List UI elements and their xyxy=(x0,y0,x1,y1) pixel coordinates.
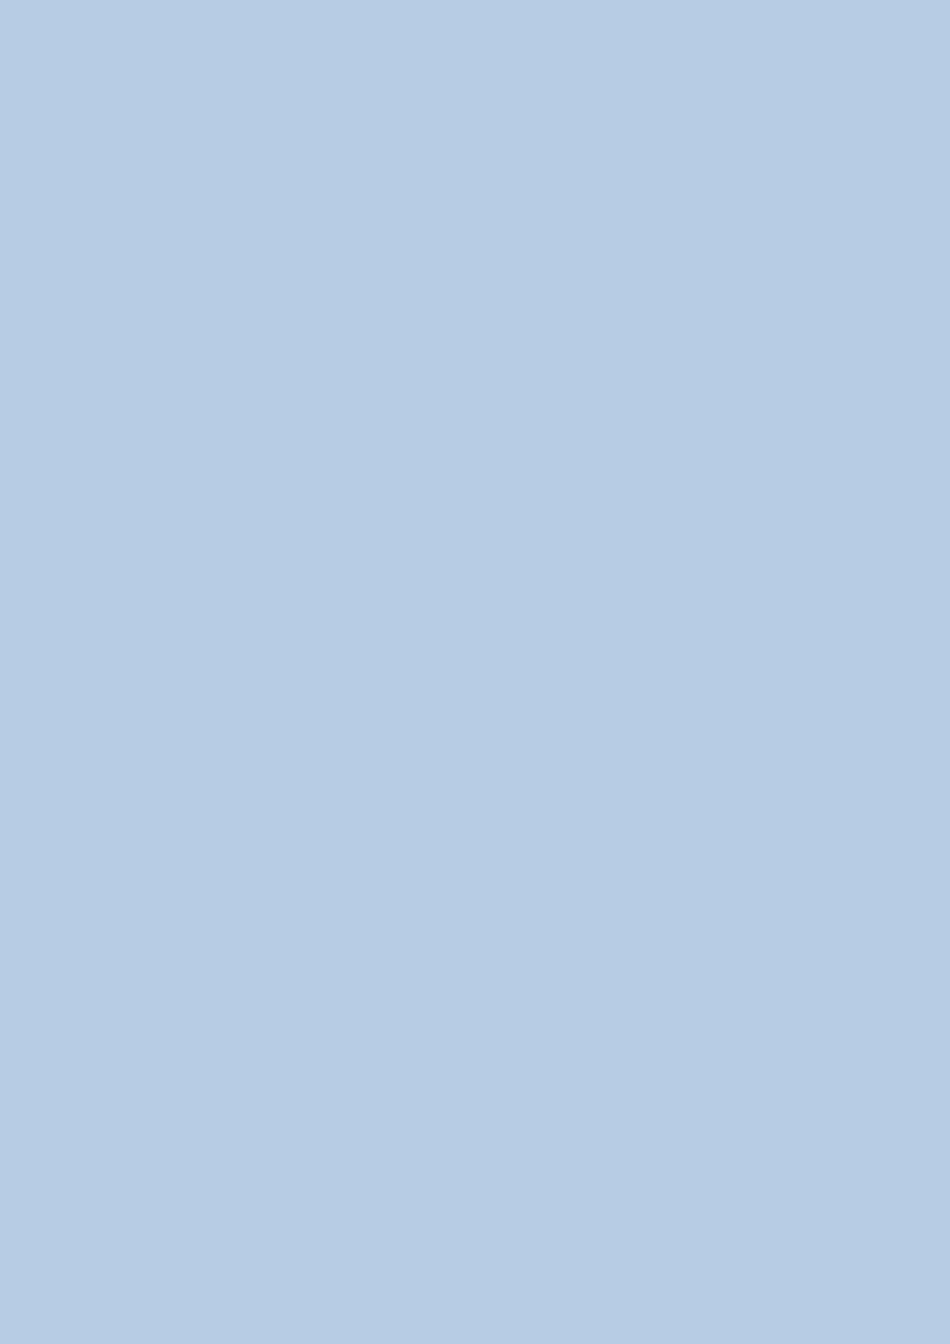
document-page xyxy=(145,124,807,299)
block-gap xyxy=(145,274,807,299)
figure-gap xyxy=(145,200,807,274)
section-heading-examination xyxy=(145,150,807,200)
